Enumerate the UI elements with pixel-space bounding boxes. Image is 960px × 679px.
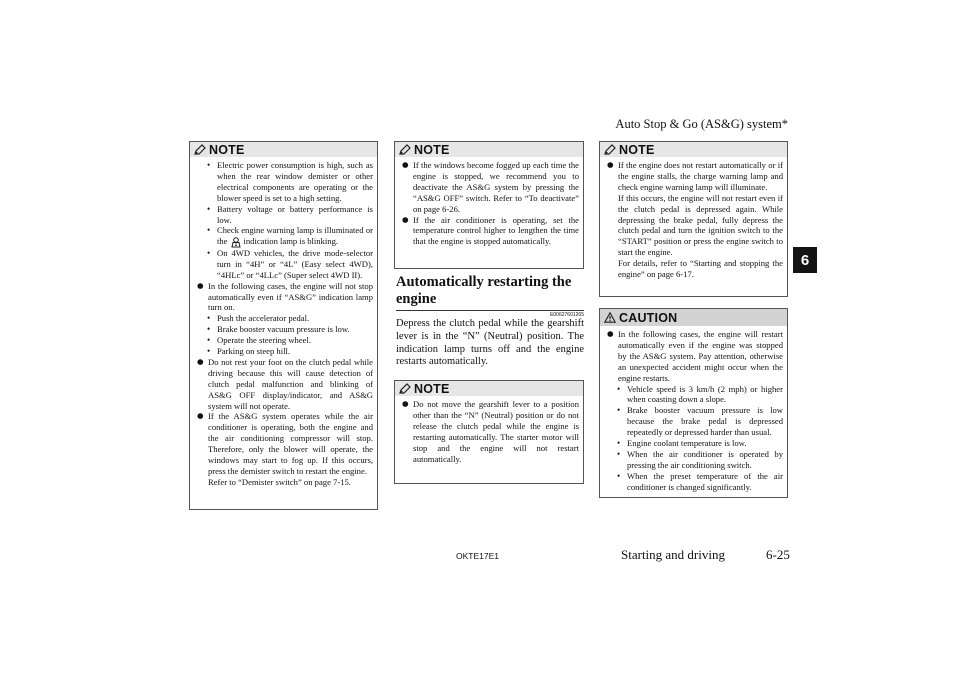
note-header bbox=[395, 142, 583, 157]
sub-bullet: • Brake booster vacuum pressure is low because the brake pedal is depressed repeatedly or depressed harder than usual. bbox=[617, 405, 783, 438]
bullet-text: If the engine does not restart automatically or if the engine stalls, the charge warning lamp and check engine warning lamp will illuminate. bbox=[618, 160, 783, 192]
sub-bullet: • Parking on steep hill. bbox=[207, 346, 291, 357]
sub-bullet: • When the preset temperature of the air conditioner is changed significantly. bbox=[617, 470, 783, 492]
note-box-col1 bbox=[189, 141, 378, 510]
sub-bullet-text: Parking on steep hill. bbox=[217, 346, 291, 357]
note-box-col2-top bbox=[394, 141, 584, 269]
bullet-text: Do not rest your foot on the clutch pedal while driving because this will cause detection of clutch pedal malfunction and blinking of AS&G OFF display/indicator, and AS&G system will not operate. bbox=[208, 356, 373, 411]
bullet: ● If the engine does not restart automatically or if the engine stalls, the charge warning lamp and check engine warning lamp will illuminate. If this occurs, the engine will not restart even if the clutch pedal is depressed again. While depressing the brake pedal, fully depress the clutch pedal and turn the ignition switch to the “START” position or press the engine switch to start the engine. For details, refer to “Starting and stopping the engine” on page 6-17. bbox=[607, 160, 783, 280]
sub-bullet: • On 4WD vehicles, the drive mode-selector turn in “4H” or “4L” (Easy select 4WD), “4HLc” or “4LLc” (Super select 4WD II). bbox=[207, 247, 373, 280]
engine-warning-lamp-icon bbox=[231, 237, 241, 248]
bullet-text: If the windows become fogged up each time the engine is stopped, we recommend you to deactivate the AS&G system by pressing the “AS&G OFF” switch. Refer to “To deactivate” on page 6-26. bbox=[413, 160, 579, 214]
note-body bbox=[600, 157, 787, 284]
cross-reference: For details, refer to “Starting and stopping the engine” on page 6-17. bbox=[618, 258, 783, 280]
sub-bullet: • Battery voltage or battery performance is low. bbox=[207, 203, 373, 225]
note-body bbox=[395, 396, 583, 468]
note-body bbox=[190, 157, 377, 492]
sub-bullet: • Engine coolant temperature is low. bbox=[617, 438, 747, 449]
note-label: NOTE bbox=[414, 142, 450, 157]
sub-bullet-text: Battery voltage or battery performance is low. bbox=[217, 203, 373, 225]
bullet-text: Do not move the gearshift lever to a position other than the “N” (Neutral) position or do not release the clutch pedal while the engine is restarting automatically. The starter motor will stop and the engine will not restart automatically. bbox=[413, 399, 579, 464]
sub-bullet-text: Operate the steering wheel. bbox=[217, 335, 312, 346]
section-id: E00627601265 bbox=[550, 312, 584, 318]
section-paragraph: Depress the clutch pedal while the gearshift lever is in the “N” (Neutral) position. The indication lamp turns off and the engine restarts automatically. bbox=[396, 318, 584, 368]
note-pencil-icon bbox=[194, 144, 206, 155]
bullet-text: In the following cases, the engine will restart automatically even if the engine was stopped by the AS&G system. Pay attention, otherwise an unexpected accident might occur when the engine restarts. bbox=[618, 329, 783, 383]
section-title: Automatically restarting the engine bbox=[396, 274, 572, 307]
caution-label: CAUTION bbox=[619, 310, 678, 325]
sub-bullet-text: Check engine warning lamp is illuminated or the bbox=[217, 225, 373, 247]
page-number: 6-25 bbox=[766, 547, 790, 562]
sub-bullet-text: When the air conditioner is operated by pressing the air conditioning switch. bbox=[627, 448, 783, 470]
sub-bullet: • Electric power consumption is high, such as when the rear window demister or other electrical components are operating or the blower speed is set to a high setting. bbox=[207, 160, 373, 203]
bullet-text: If the air conditioner is operating, set the temperature control higher to lengthen the time that the engine is stopped automatically. bbox=[413, 214, 579, 247]
sub-bullet-text: Engine coolant temperature is low. bbox=[627, 438, 747, 449]
sub-bullet: • Vehicle speed is 3 km/h (2 mph) or higher when coasting down a slope. bbox=[617, 383, 783, 405]
note-header bbox=[190, 142, 377, 157]
note-pencil-icon bbox=[604, 144, 616, 155]
note-pencil-icon bbox=[399, 144, 411, 155]
caution-body bbox=[600, 326, 787, 497]
caution-header bbox=[600, 309, 787, 326]
bullet: ● In the following cases, the engine will restart automatically even if the engine was stopped by the AS&G system. Pay attention, otherwise an unexpected accident might occur when the engine restarts. bbox=[607, 329, 783, 383]
sub-bullet-text: Electric power consumption is high, such as when the rear window demister or other electrical components are operating or the blower speed is set to a high setting. bbox=[217, 160, 373, 203]
note-label: NOTE bbox=[414, 381, 450, 396]
sub-bullet-text: When the preset temperature of the air conditioner is changed significantly. bbox=[627, 470, 783, 492]
sub-bullet-text: Vehicle speed is 3 km/h (2 mph) or higher when coasting down a slope. bbox=[627, 383, 783, 405]
sub-bullet-text: Brake booster vacuum pressure is low because the brake pedal is depressed repeatedly or depressed harder than usual. bbox=[627, 405, 783, 438]
warning-triangle-icon bbox=[604, 312, 616, 323]
sub-bullet-text: indication lamp is blinking. bbox=[243, 236, 339, 247]
bullet: ● If the air conditioner is operating, set the temperature control higher to lengthen the time that the engine is stopped automatically. bbox=[402, 214, 579, 247]
note-pencil-icon bbox=[399, 383, 411, 394]
note-label: NOTE bbox=[619, 142, 655, 157]
sub-bullet: • Brake booster vacuum pressure is low. bbox=[207, 324, 350, 335]
footer-section: Starting and driving bbox=[621, 547, 725, 562]
caution-box bbox=[599, 308, 788, 498]
note-body bbox=[395, 157, 583, 251]
bullet: ● Do not move the gearshift lever to a position other than the “N” (Neutral) position or do not release the clutch pedal while the engine is restarting automatically. The starter motor will stop and the engine will not restart automatically. bbox=[402, 399, 579, 464]
section-divider bbox=[396, 310, 584, 311]
sub-bullet: • Check engine warning lamp is illuminated or the indication lamp is blinking. bbox=[207, 225, 373, 247]
note-box-col3 bbox=[599, 141, 788, 297]
note-box-col2-bottom bbox=[394, 380, 584, 484]
sub-bullet: • Operate the steering wheel. bbox=[207, 335, 312, 346]
chapter-tab: 6 bbox=[793, 247, 817, 273]
bullet-text: In the following cases, the engine will not stop automatically even if “AS&G” indication lamp turn on. bbox=[208, 280, 373, 313]
paragraph: If this occurs, the engine will not restart even if the clutch pedal is depressed again. While depressing the brake pedal, fully depress the clutch pedal and turn the ignition switch to the “START” position or press the engine switch to start the engine. bbox=[618, 192, 783, 258]
running-header: Auto Stop & Go (AS&G) system* bbox=[615, 117, 788, 131]
cross-reference: Refer to “Demister switch” on page 7-15. bbox=[208, 476, 351, 487]
sub-bullet-text: On 4WD vehicles, the drive mode-selector turn in “4H” or “4L” (Easy select 4WD), “4HLc” or “4LLc” (Super select 4WD II). bbox=[217, 247, 373, 280]
note-label: NOTE bbox=[209, 142, 245, 157]
note-header bbox=[600, 142, 787, 157]
sub-bullet-text: Push the accelerator pedal. bbox=[217, 313, 310, 324]
bullet: ● In the following cases, the engine will not stop automatically even if “AS&G” indication lamp turn on. bbox=[197, 280, 373, 313]
footer-code: OKTE17E1 bbox=[456, 551, 499, 561]
bullet-text: If the AS&G system operates while the air conditioner is operating, both the engine and the air conditioning compressor will stop. Therefore, only the blower will operate, the windows may start to fog up. If this occurs, press the demister switch to restart the engine. bbox=[208, 411, 373, 476]
bullet: ● If the AS&G system operates while the air conditioner is operating, both the engine and the air conditioning compressor will stop. Therefore, only the blower will operate, the windows may start to fog up. If this occurs, press the demister switch to restart the engine. Refer to “Demister switch” on page 7-15. bbox=[197, 411, 373, 487]
note-header bbox=[395, 381, 583, 396]
sub-bullet: • Push the accelerator pedal. bbox=[207, 313, 310, 324]
bullet: ● If the windows become fogged up each time the engine is stopped, we recommend you to deactivate the AS&G system by pressing the “AS&G OFF” switch. Refer to “To deactivate” on page 6-26. bbox=[402, 160, 579, 214]
bullet: ● Do not rest your foot on the clutch pedal while driving because this will cause detection of clutch pedal malfunction and blinking of AS&G OFF display/indicator, and AS&G system will not operate. bbox=[197, 356, 373, 411]
sub-bullet-text: Brake booster vacuum pressure is low. bbox=[217, 324, 350, 335]
sub-bullet: • When the air conditioner is operated by pressing the air conditioning switch. bbox=[617, 448, 783, 470]
